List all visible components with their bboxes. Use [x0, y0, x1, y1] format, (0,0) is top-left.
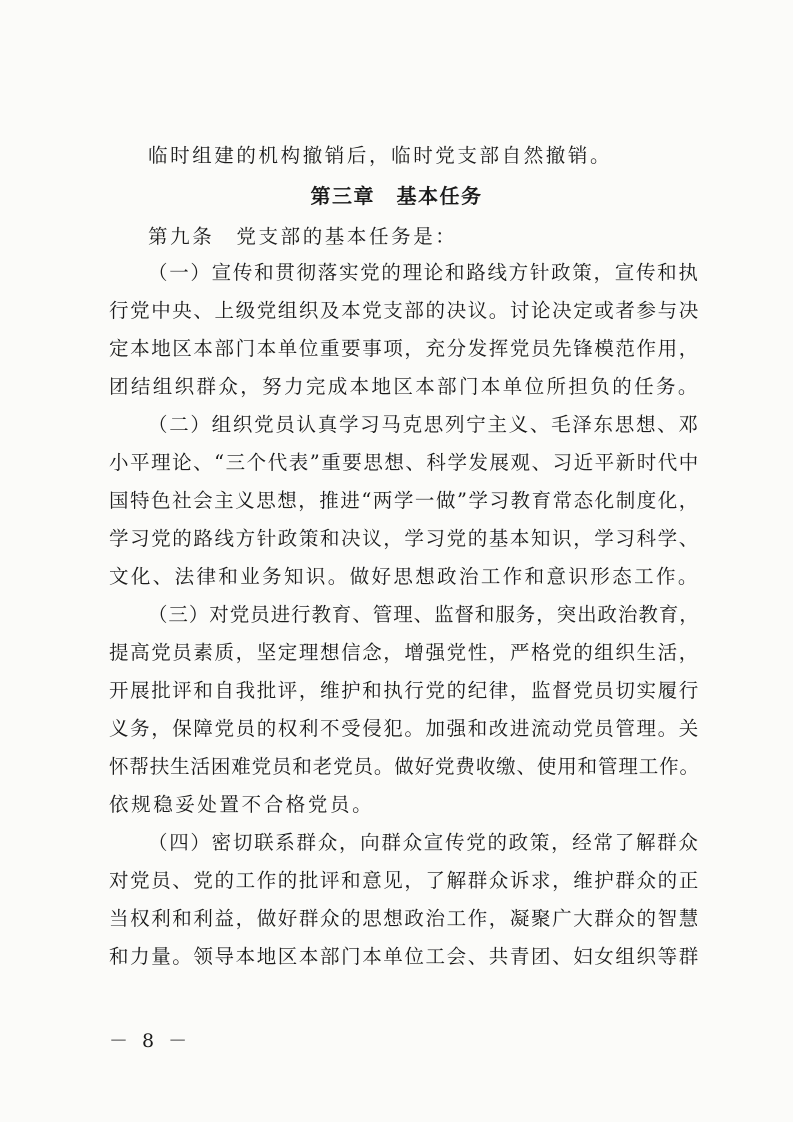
- paragraph-line: （三）对党员进行教育、管理、监督和服务，突出政治教育，: [148, 603, 700, 626]
- paragraph-line: 行党中央、上级党组织及本党支部的决议。讨论决定或者参与决: [109, 299, 700, 322]
- paragraph-line: 义务，保障党员的权利不受侵犯。加强和改进流动党员管理。关: [109, 717, 700, 740]
- paragraph-line: （一）宣传和贯彻落实党的理论和路线方针政策，宣传和执: [148, 261, 700, 284]
- article-heading: 第九条 党支部的基本任务是：: [148, 225, 458, 248]
- page-number: － 8 －: [109, 1030, 192, 1052]
- paragraph-line: 对党员、党的工作的批评和意见，了解群众诉求，维护群众的正: [109, 869, 700, 892]
- opening-line: 临时组建的机构撤销后，临时党支部自然撤销。: [148, 144, 613, 167]
- paragraph-line: 怀帮扶生活困难党员和老党员。做好党费收缴、使用和管理工作。: [109, 755, 700, 778]
- paragraph-line: 小平理论、“三个代表”重要思想、科学发展观、习近平新时代中: [109, 451, 700, 474]
- paragraph-line: 依规稳妥处置不合格党员。: [109, 793, 375, 816]
- paragraph-line: 提高党员素质，坚定理想信念，增强党性，严格党的组织生活，: [109, 641, 700, 664]
- paragraph-line: （四）密切联系群众，向群众宣传党的政策，经常了解群众: [148, 831, 700, 854]
- paragraph-line: 文化、法律和业务知识。做好思想政治工作和意识形态工作。: [109, 565, 700, 588]
- paragraph-line: 当权利和利益，做好群众的思想政治工作，凝聚广大群众的智慧: [109, 907, 700, 930]
- paragraph-line: 国特色社会主义思想，推进“两学一做”学习教育常态化制度化，: [109, 489, 700, 512]
- paragraph-line: 开展批评和自我批评，维护和执行党的纪律，监督党员切实履行: [109, 679, 700, 702]
- paragraph-line: （二）组织党员认真学习马克思列宁主义、毛泽东思想、邓: [148, 413, 700, 436]
- paragraph-line: 团结组织群众，努力完成本地区本部门本单位所担负的任务。: [109, 375, 700, 398]
- paragraph-line: 学习党的路线方针政策和决议，学习党的基本知识，学习科学、: [109, 527, 700, 550]
- chapter-title: 第三章 基本任务: [310, 184, 483, 208]
- paragraph-line: 和力量。领导本地区本部门本单位工会、共青团、妇女组织等群: [109, 945, 700, 968]
- paragraph-line: 定本地区本部门本单位重要事项，充分发挥党员先锋模范作用，: [109, 337, 700, 360]
